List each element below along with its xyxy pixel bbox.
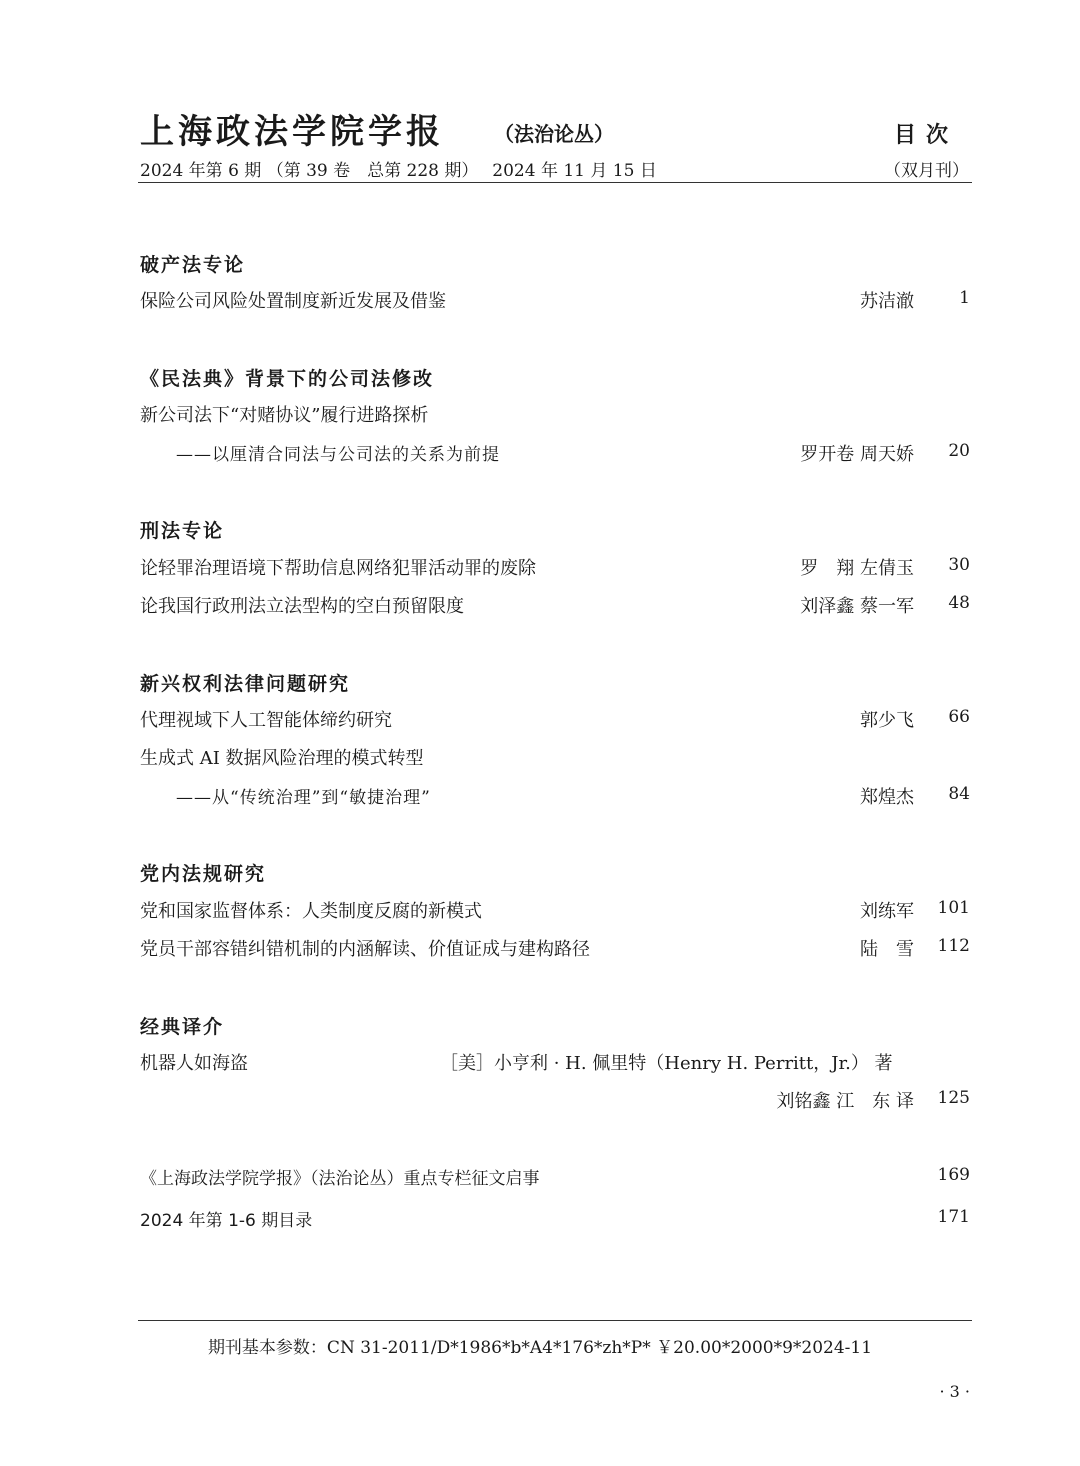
annual-index-title[interactable]: 2024 年第 1-6 期目录 (140, 1211, 313, 1231)
article-title[interactable]: 新公司法下“对赌协议”履行进路探析 (140, 405, 429, 426)
article-page: 48 (948, 593, 970, 613)
article-original-author: ［美］小亨利 · H. 佩里特（Henry H. Perritt，Jr.） 著 (440, 1053, 893, 1074)
article-translator: 刘铭鑫 江 东 译 (776, 1091, 914, 1112)
section-title: 党内法规研究 (140, 863, 267, 885)
article-author: 刘练军 (860, 901, 914, 922)
article-page: 30 (948, 555, 970, 575)
article-page: 20 (948, 441, 970, 461)
header-rule (138, 182, 972, 183)
page-number: · 3 · (939, 1382, 970, 1401)
article-title[interactable]: 党员干部容错纠错机制的内涵解读、价值证成与建构路径 (140, 939, 590, 960)
article-author: 陆 雪 (860, 939, 914, 960)
article-title[interactable]: 生成式 AI 数据风险治理的模式转型 (140, 748, 424, 769)
article-subtitle: ——以厘清合同法与公司法的关系为前提 (176, 445, 500, 465)
article-title[interactable]: 机器人如海盗 (140, 1053, 248, 1074)
journal-title: 上海政法学院学报 (140, 112, 444, 152)
article-page: 125 (937, 1088, 970, 1108)
article-title[interactable]: 保险公司风险处置制度新近发展及借鉴 (140, 291, 446, 312)
article-subtitle: ——从“传统治理”到“敏捷治理” (176, 788, 431, 808)
article-author: 苏洁澈 (860, 291, 914, 312)
article-author: 郭少飞 (860, 710, 914, 731)
footer-rule (138, 1320, 972, 1321)
article-author: 罗 翔 左倩玉 (800, 558, 914, 579)
section-title: 经典译介 (140, 1016, 225, 1038)
issue-line: 2024 年第 6 期 （第 39 卷 总第 228 期） 2024 年 11 月 15 日 (140, 161, 657, 181)
article-page: 84 (948, 784, 970, 804)
frequency-label: （双月刊） (884, 161, 969, 181)
section-title: 新兴权利法律问题研究 (140, 673, 351, 695)
article-page: 112 (937, 936, 970, 956)
article-page: 66 (948, 707, 970, 727)
annual-index-page: 171 (937, 1207, 970, 1227)
article-page: 101 (937, 898, 970, 918)
notice-page: 169 (937, 1165, 970, 1185)
article-author: 刘泽鑫 蔡一军 (800, 596, 914, 617)
journal-parameters: 期刊基本参数：CN 31-2011/D*1986*b*A4*176*zh*P* ￥20.00*2000*9*2024-11 (207, 1338, 873, 1358)
journal-subtitle: （法治论丛） (494, 122, 614, 146)
article-title[interactable]: 论轻罪治理语境下帮助信息网络犯罪活动罪的废除 (140, 558, 536, 579)
article-author: 罗开卷 周天娇 (800, 444, 914, 465)
toc-label: 目次 (894, 122, 959, 148)
article-author: 郑煌杰 (860, 787, 914, 808)
section-title: 刑法专论 (140, 520, 225, 542)
article-title[interactable]: 代理视域下人工智能体缔约研究 (140, 710, 392, 731)
article-title[interactable]: 论我国行政刑法立法型构的空白预留限度 (140, 596, 464, 617)
section-title: 《民法典》背景下的公司法修改 (140, 368, 435, 390)
article-page: 1 (959, 288, 970, 308)
section-title: 破产法专论 (140, 254, 246, 276)
notice-title[interactable]: 《上海政法学院学报》（法治论丛）重点专栏征文启事 (140, 1169, 540, 1189)
article-title[interactable]: 党和国家监督体系：人类制度反腐的新模式 (140, 901, 482, 922)
